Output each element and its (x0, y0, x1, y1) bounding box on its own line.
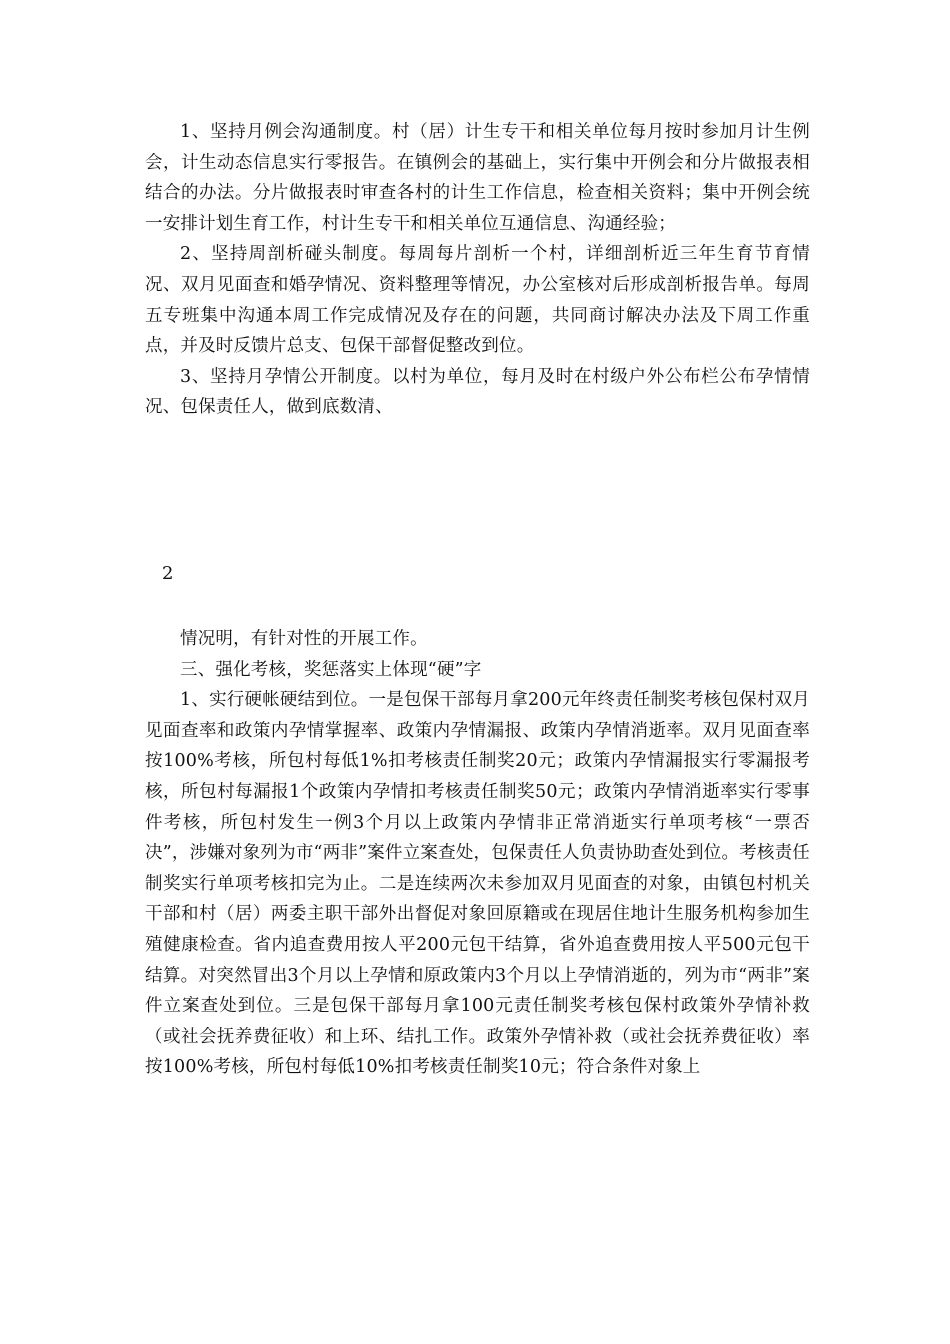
top-text-block (145, 117, 810, 423)
paragraph-continuation: 情况明，有针对性的开展工作。 (180, 629, 428, 649)
page-number: 2 (162, 563, 174, 584)
paragraph-weekly-analysis: 2、坚持周剖析碰头制度。每周每片剖析一个村，详细剖析近三年生育节育情况、双月见面查和婚孕情况、资料整理等情况，办公室核对后形成剖析报告单。每周五专班集中沟通本周工作完成情况及存在的问题，共同商讨解决办法及下周工作重点，并及时反馈片总支、包保干部督促整改到位。 (145, 244, 810, 357)
paragraph-hard-accounts: 1、实行硬帐硬结到位。一是包保干部每月拿200元年终责任制奖考核包保村双月见面查率和政策内孕情掌握率、政策内孕情漏报、政策内孕情消逝率。双月见面查率按100%考核，所包村每低1%扣考核责任制奖20元；政策内孕情漏报实行零漏报考核，所包村每漏报1个政策内孕情扣考核责任制奖50元；政策内孕情消逝率实行零事件考核，所包村发生一例3个月以上政策内孕情非正常消逝实行单项考核“一票否决”，涉嫌对象列为市“两非”案件立案查处，包保责任人负责协助查处到位。考核责任制奖实行单项考核扣完为止。二是连续两次未参加双月见面查的对象，由镇包村机关干部和村（居）两委主职干部外出督促对象回原籍或在现居住地计生服务机构参加生殖健康检查。省内追查费用按人平200元包干结算，省外追查费用按人平500元包干结算。对突然冒出3个月以上孕情和原政策内3个月以上孕情消逝的，列为市“两非”案件立案查处到位。三是包保干部每月拿100元责任制奖考核包保村政策外孕情补救（或社会抚养费征收）和上环、结扎工作。政策外孕情补救（或社会抚养费征收）率按100%考核，所包村每低10%扣考核责任制奖10元；符合条件对象上 (145, 690, 810, 1078)
paragraph-monthly-meeting: 1、坚持月例会沟通制度。村（居）计生专干和相关单位每月按时参加月计生例会，计生动态信息实行零报告。在镇例会的基础上，实行集中开例会和分片做报表相结合的办法。分片做报表时审查各村的计生工作信息，检查相关资料；集中开例会统一安排计划生育工作，村计生专干和相关单位互通信息、沟通经验； (145, 122, 810, 234)
paragraph-pregnancy-disclosure: 3、坚持月孕情公开制度。以村为单位，每月及时在村级户外公布栏公布孕情情况、包保责任人，做到底数清、 (145, 366, 810, 418)
bottom-text-block (145, 624, 810, 1083)
section-heading-assessment: 三、强化考核，奖惩落实上体现“硬”字 (180, 659, 482, 680)
